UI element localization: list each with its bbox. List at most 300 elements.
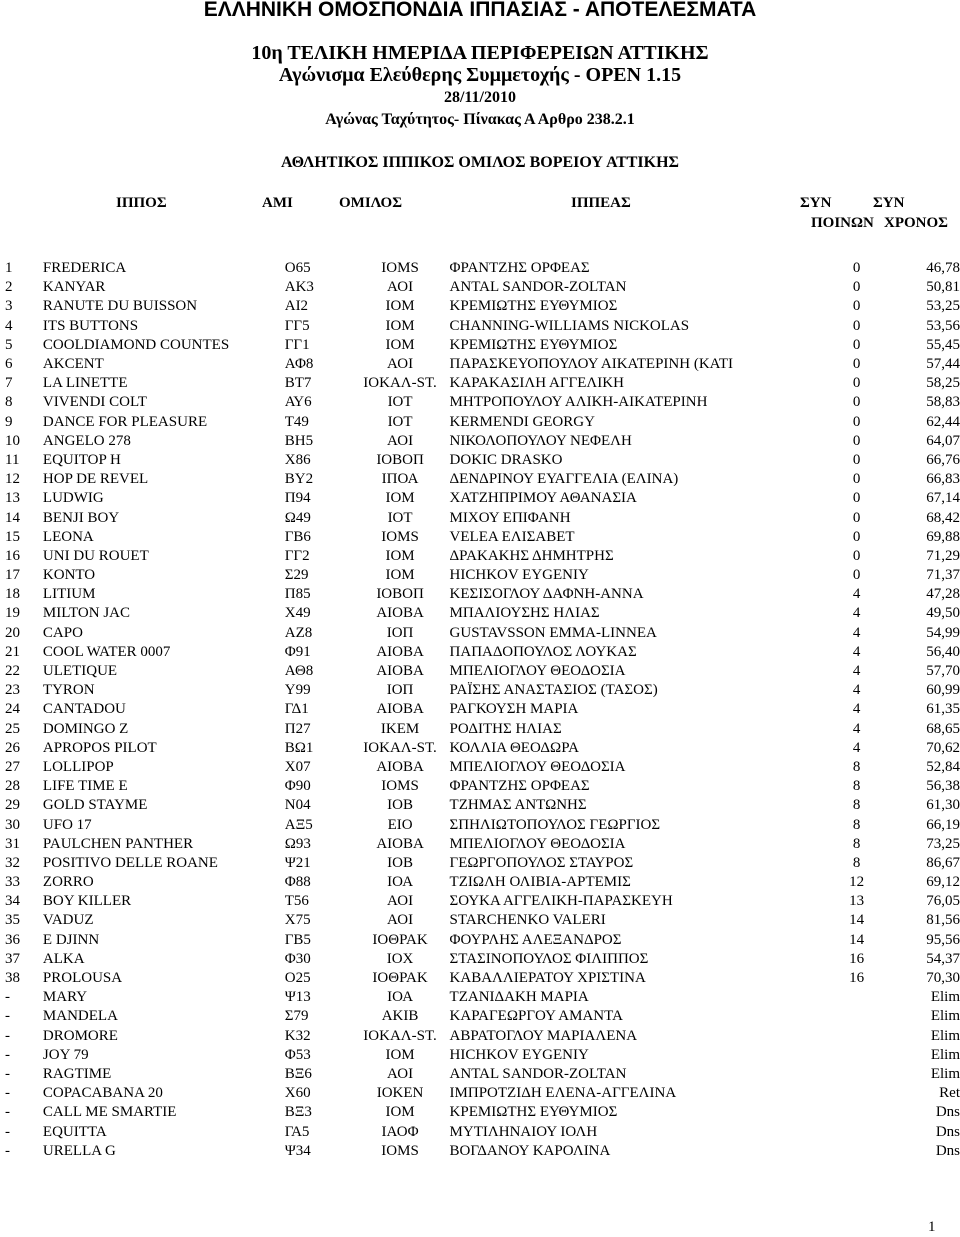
time-cell: 69,12 bbox=[926, 874, 960, 891]
horse-cell: LOLLIPOP bbox=[42, 758, 114, 775]
rank-cell: 1 bbox=[5, 260, 13, 277]
rider-cell: ΦΡΑΝΤΖΗΣ ΟΡΦΕΑΣ bbox=[449, 778, 590, 795]
horse-cell: VIVENDI COLT bbox=[42, 394, 147, 411]
column-header-penalties-line2: ΠΟΙΝΩΝ bbox=[811, 215, 874, 231]
ami-cell: Κ32 bbox=[284, 1027, 311, 1044]
penalties-cell: 0 bbox=[852, 394, 861, 411]
club-cell: ΙΟΜ bbox=[385, 490, 415, 507]
rank-cell: 32 bbox=[5, 854, 20, 871]
rank-cell: - bbox=[5, 1008, 10, 1025]
table-row bbox=[0, 1084, 960, 1103]
penalties-cell: 8 bbox=[852, 778, 861, 795]
time-cell: 95,56 bbox=[926, 931, 960, 948]
table-row bbox=[0, 815, 960, 834]
horse-cell: JOY 79 bbox=[42, 1046, 89, 1063]
penalties-cell bbox=[815, 1065, 898, 1084]
rank-cell: 20 bbox=[5, 624, 20, 641]
rider-cell: ΜΠΕΛΙΟΓΛΟΥ ΘΕΟΔΟΣΙΑ bbox=[449, 758, 626, 775]
ami-cell: ΑΖ8 bbox=[284, 624, 313, 641]
horse-cell: LUDWIG bbox=[42, 490, 104, 507]
penalties-cell: 12 bbox=[849, 874, 865, 891]
horse-cell: DROMORE bbox=[42, 1027, 118, 1044]
rider-cell: ΣΠΗΛΙΩΤΟΠΟΥΛΟΣ ΓΕΩΡΓΙΟΣ bbox=[449, 816, 661, 833]
club-cell: ΙΟΜ bbox=[385, 336, 415, 353]
table-row bbox=[0, 547, 960, 566]
rank-cell: - bbox=[5, 1065, 10, 1082]
ami-cell: ΒΩ1 bbox=[284, 739, 314, 756]
time-cell: 66,19 bbox=[926, 816, 960, 833]
time-cell: Dns bbox=[935, 1123, 960, 1140]
rider-cell: ΦΟΥΡΛΗΣ ΑΛΕΞΑΝΔΡΟΣ bbox=[449, 931, 622, 948]
ami-cell: ΓΓ1 bbox=[284, 336, 310, 353]
rider-cell: HICHKOV EYGENIY bbox=[449, 567, 589, 584]
club-cell: ΙΟΜS bbox=[381, 528, 419, 545]
ami-cell: ΑΦ8 bbox=[284, 356, 314, 373]
penalties-cell: 8 bbox=[852, 854, 861, 871]
rank-cell: 29 bbox=[5, 797, 20, 814]
rank-cell: 24 bbox=[5, 701, 20, 718]
time-cell: Ret bbox=[939, 1085, 960, 1102]
time-cell: Elim bbox=[930, 1065, 960, 1082]
time-cell: 70,30 bbox=[926, 970, 960, 987]
penalties-cell: 0 bbox=[852, 547, 861, 564]
ami-cell: Φ88 bbox=[284, 874, 311, 891]
event-title: 10η ΤΕΛΙΚΗ ΗΜΕΡΙΔΑ ΠΕΡΙΦΕΡΕΙΩΝ ΑΤΤΙΚΗΣ bbox=[251, 42, 709, 64]
ami-cell: ΑΚ3 bbox=[284, 279, 314, 296]
rider-cell: ΔΡΑΚΑΚΗΣ ΔΗΜΗΤΡΗΣ bbox=[449, 547, 614, 564]
time-cell: Elim bbox=[930, 1027, 960, 1044]
club-cell: ΙΟΜS bbox=[381, 778, 419, 795]
penalties-cell: 0 bbox=[852, 413, 861, 430]
rider-cell: ΒΟΓΔΑΝΟΥ ΚΑΡΟΛΙΝΑ bbox=[449, 1142, 611, 1159]
horse-cell: AKCENT bbox=[42, 356, 104, 373]
rank-cell: 15 bbox=[5, 528, 20, 545]
table-row bbox=[0, 413, 960, 432]
horse-cell: MARY bbox=[42, 989, 88, 1006]
table-row bbox=[0, 297, 960, 316]
ami-cell: Ψ13 bbox=[284, 989, 311, 1006]
club-cell: ΙΟΠ bbox=[386, 624, 414, 641]
table-row bbox=[0, 873, 960, 892]
horse-cell: URELLA G bbox=[42, 1142, 116, 1159]
rider-cell: ANTAL SANDOR-ZOLTAN bbox=[449, 1065, 627, 1082]
rider-cell: ΜΥΤΙΛΗΝΑΙΟΥ ΙΟΛΗ bbox=[449, 1123, 598, 1140]
ami-cell: ΑΥ6 bbox=[284, 394, 312, 411]
club-cell: ΕΙΟ bbox=[387, 816, 413, 833]
horse-cell: COPACABANA 20 bbox=[42, 1085, 163, 1102]
club-cell: ΑΙΟΒΑ bbox=[376, 758, 424, 775]
penalties-cell: 4 bbox=[852, 643, 861, 660]
rider-cell: CHANNING-WILLIAMS NICKOLAS bbox=[449, 317, 690, 334]
horse-cell: MANDELA bbox=[42, 1008, 118, 1025]
results-table bbox=[0, 259, 960, 1161]
time-cell: 61,30 bbox=[926, 797, 960, 814]
time-cell: 62,44 bbox=[926, 413, 960, 430]
rider-cell: ΡΑΪΣΗΣ ΑΝΑΣΤΑΣΙΟΣ (ΤΑΣΟΣ) bbox=[449, 682, 658, 699]
rider-cell: VELEA ΕΛΙΣΑΒΕΤ bbox=[449, 528, 575, 545]
time-cell: 56,38 bbox=[926, 778, 960, 795]
table-row bbox=[0, 1007, 960, 1026]
rider-cell: ΜΙΧΟΥ ΕΠΙΦΑΝΗ bbox=[449, 509, 571, 526]
penalties-cell: 14 bbox=[849, 912, 865, 929]
rider-cell: ΤΖΙΩΛΗ ΟΛΙΒΙΑ-ΑΡΤΕΜΙΣ bbox=[449, 874, 631, 891]
time-cell: 81,56 bbox=[926, 912, 960, 929]
penalties-cell: 0 bbox=[852, 509, 861, 526]
ami-cell: ΓΔ1 bbox=[284, 701, 309, 718]
rank-cell: - bbox=[5, 989, 10, 1006]
penalties-cell: 0 bbox=[852, 336, 861, 353]
penalties-cell: 0 bbox=[852, 432, 861, 449]
table-row bbox=[0, 1122, 960, 1141]
ami-cell: Χ49 bbox=[284, 605, 311, 622]
penalties-cell: 0 bbox=[852, 528, 861, 545]
penalties-cell: 0 bbox=[852, 260, 861, 277]
time-cell: 52,84 bbox=[926, 758, 960, 775]
table-row bbox=[0, 835, 960, 854]
table-row bbox=[0, 470, 960, 489]
rank-cell: 4 bbox=[5, 317, 13, 334]
rank-cell: 34 bbox=[5, 893, 20, 910]
horse-cell: KONTO bbox=[42, 567, 96, 584]
ami-cell: Χ07 bbox=[284, 758, 311, 775]
ami-cell: Τ56 bbox=[284, 893, 309, 910]
rider-cell: ΝΙΚΟΛΟΠΟΥΛΟΥ ΝΕΦΕΛΗ bbox=[449, 432, 632, 449]
rider-cell: ΤΖΑΝΙΔΑΚΗ ΜΑΡΙΑ bbox=[449, 989, 589, 1006]
penalties-cell: 4 bbox=[852, 701, 861, 718]
ami-cell: ΓΒ6 bbox=[284, 528, 311, 545]
table-row bbox=[0, 1046, 960, 1065]
ami-cell: ΑΘ8 bbox=[284, 663, 314, 680]
rank-cell: 26 bbox=[5, 739, 20, 756]
rank-cell: - bbox=[5, 1104, 10, 1121]
horse-cell: EQUITOP H bbox=[42, 451, 121, 468]
table-row bbox=[0, 489, 960, 508]
time-cell: 61,35 bbox=[926, 701, 960, 718]
table-row bbox=[0, 278, 960, 297]
club-cell: ΙΟΚΕΝ bbox=[376, 1085, 424, 1102]
table-row bbox=[0, 720, 960, 739]
club-cell: ΑΚΙΒ bbox=[381, 1008, 419, 1025]
time-cell: 71,29 bbox=[926, 547, 960, 564]
time-cell: 50,81 bbox=[926, 279, 960, 296]
horse-cell: DOMINGO Z bbox=[42, 720, 129, 737]
column-header-horse: ΙΠΠΟΣ bbox=[116, 195, 167, 211]
rider-cell: ΣΟΥΚΑ ΑΓΓΕΛΙΚΗ-ΠΑΡΑΣΚΕΥΗ bbox=[449, 893, 673, 910]
penalties-cell bbox=[815, 988, 898, 1007]
table-row bbox=[0, 1142, 960, 1161]
horse-cell: UFO 17 bbox=[42, 816, 92, 833]
ami-cell: Υ99 bbox=[284, 682, 311, 699]
ami-cell: Σ29 bbox=[284, 567, 309, 584]
time-cell: 60,99 bbox=[926, 682, 960, 699]
rider-cell: ΡΑΓΚΟΥΣΗ ΜΑΡΙΑ bbox=[449, 701, 579, 718]
ami-cell: ΒΗ5 bbox=[284, 432, 314, 449]
table-row bbox=[0, 374, 960, 393]
rank-cell: 21 bbox=[5, 643, 20, 660]
rank-cell: 3 bbox=[5, 298, 13, 315]
penalties-cell: 4 bbox=[852, 586, 861, 603]
ami-cell: Ψ21 bbox=[284, 854, 311, 871]
ami-cell: ΑΙ2 bbox=[284, 298, 309, 315]
ami-cell: ΓΑ5 bbox=[284, 1123, 310, 1140]
penalties-cell bbox=[815, 1027, 898, 1046]
rank-cell: 14 bbox=[5, 509, 20, 526]
rank-cell: - bbox=[5, 1085, 10, 1102]
club-cell: ΑΙΟΒΑ bbox=[376, 701, 424, 718]
horse-cell: VADUZ bbox=[42, 912, 94, 929]
competition-title: Αγώνισμα Ελεύθερης Συμμετοχής - OPEN 1.15 bbox=[278, 64, 682, 86]
horse-cell: ULETIQUE bbox=[42, 663, 118, 680]
rank-cell: 16 bbox=[5, 547, 20, 564]
table-row bbox=[0, 758, 960, 777]
rank-cell: 27 bbox=[5, 758, 20, 775]
club-cell: ΑΟΙ bbox=[387, 912, 414, 929]
club-cell: ΙΟΜ bbox=[385, 547, 415, 564]
horse-cell: APROPOS PILOT bbox=[42, 739, 157, 756]
rider-cell: ΜΠΑΛΙΟΥΣΗΣ ΗΛΙΑΣ bbox=[449, 605, 600, 622]
column-header-club: ΟΜΙΛΟΣ bbox=[339, 195, 403, 211]
time-cell: 57,44 bbox=[926, 356, 960, 373]
rider-cell: ΚΡΕΜΙΩΤΗΣ ΕΥΘΥΜΙΟΣ bbox=[449, 298, 618, 315]
rider-cell: ΚΡΕΜΙΩΤΗΣ ΕΥΘΥΜΙΟΣ bbox=[449, 1104, 618, 1121]
rank-cell: 13 bbox=[5, 490, 20, 507]
penalties-cell bbox=[815, 1084, 898, 1103]
document-title: ΕΛΛΗΝΙΚΗ ΟΜΟΣΠΟΝΔΙΑ ΙΠΠΑΣΙΑΣ - ΑΠΟΤΕΛΕΣΜΑΤΑ bbox=[203, 0, 757, 21]
table-row bbox=[0, 393, 960, 412]
time-cell: 76,05 bbox=[926, 893, 960, 910]
ami-cell: Π85 bbox=[284, 586, 311, 603]
club-cell: ΙΟΤ bbox=[387, 394, 413, 411]
table-row bbox=[0, 892, 960, 911]
horse-cell: TYRON bbox=[42, 682, 95, 699]
rider-cell: ΡΟΔΙΤΗΣ ΗΛΙΑΣ bbox=[449, 720, 562, 737]
time-cell: 66,83 bbox=[926, 471, 960, 488]
club-cell: ΙΟΚΑΛ-ST. bbox=[363, 1027, 437, 1044]
club-cell: ΙΟΑ bbox=[387, 874, 414, 891]
horse-cell: HOP DE REVEL bbox=[42, 471, 149, 488]
horse-cell: LEONA bbox=[42, 528, 94, 545]
table-row bbox=[0, 451, 960, 470]
ami-cell: ΒΞ6 bbox=[284, 1065, 312, 1082]
rider-cell: ΧΑΤΖΗΠΡΙΜΟΥ ΑΘΑΝΑΣΙΑ bbox=[449, 490, 637, 507]
column-header-rider: ΙΠΠΕΑΣ bbox=[571, 195, 631, 211]
results-table-body bbox=[0, 259, 960, 1161]
table-row bbox=[0, 566, 960, 585]
ami-cell: ΓΓ5 bbox=[284, 317, 310, 334]
time-cell: 64,07 bbox=[926, 432, 960, 449]
horse-cell: ZORRO bbox=[42, 874, 94, 891]
club-cell: ΙΟΜ bbox=[385, 298, 415, 315]
penalties-cell: 4 bbox=[852, 739, 861, 756]
penalties-cell: 4 bbox=[852, 682, 861, 699]
rider-cell: ΚΟΛΛΙΑ ΘΕΟΔΩΡΑ bbox=[449, 739, 580, 756]
table-row bbox=[0, 508, 960, 527]
horse-cell: BENJI BOY bbox=[42, 509, 120, 526]
rider-cell: ΚΑΒΑΛΛΙΕΡΑΤΟΥ ΧΡΙΣΤΙΝΑ bbox=[449, 970, 646, 987]
rider-cell: ΚΑΡΑΚΑΣΙΛΗ ΑΓΓΕΛΙΚΗ bbox=[449, 375, 624, 392]
penalties-cell bbox=[815, 1122, 898, 1141]
penalties-cell bbox=[815, 1007, 898, 1026]
rider-cell: ΜΗΤΡΟΠΟΥΛΟΥ ΑΛΙΚΗ-ΑΙΚΑΤΕΡΙΝΗ bbox=[449, 394, 708, 411]
rank-cell: 37 bbox=[5, 950, 20, 967]
time-cell: Dns bbox=[935, 1104, 960, 1121]
time-cell: 69,88 bbox=[926, 528, 960, 545]
horse-cell: CAPO bbox=[42, 624, 83, 641]
club-cell: ΙΚΕΜ bbox=[380, 720, 420, 737]
club-cell: ΙΟΘΡΑΚ bbox=[372, 931, 428, 948]
horse-cell: RAGTIME bbox=[42, 1065, 112, 1082]
table-row bbox=[0, 643, 960, 662]
penalties-cell: 0 bbox=[852, 451, 861, 468]
table-row bbox=[0, 739, 960, 758]
rank-cell: 36 bbox=[5, 931, 20, 948]
horse-cell: LA LINETTE bbox=[42, 375, 128, 392]
table-row bbox=[0, 528, 960, 547]
club-cell: ΙΟΒΟΠ bbox=[376, 586, 424, 603]
ami-cell: Χ86 bbox=[284, 451, 311, 468]
horse-cell: FREDERICA bbox=[42, 260, 127, 277]
table-row bbox=[0, 317, 960, 336]
penalties-cell bbox=[815, 1046, 898, 1065]
ami-cell: ΒΞ3 bbox=[284, 1104, 312, 1121]
ami-cell: Π94 bbox=[284, 490, 311, 507]
time-cell: 57,70 bbox=[926, 663, 960, 680]
table-row bbox=[0, 1065, 960, 1084]
table-row bbox=[0, 1103, 960, 1122]
rank-cell: 17 bbox=[5, 567, 20, 584]
ami-cell: Σ79 bbox=[284, 1008, 309, 1025]
horse-cell: PAULCHEN PANTHER bbox=[42, 835, 194, 852]
rider-cell: ΔΕΝΔΡΙΝΟΥ ΕΥΑΓΓΕΛΙΑ (ΕΛΙΝΑ) bbox=[449, 471, 679, 488]
time-cell: 53,25 bbox=[926, 298, 960, 315]
club-cell: ΑΟΙ bbox=[387, 893, 414, 910]
club-cell: ΑΟΙ bbox=[387, 279, 414, 296]
penalties-cell: 4 bbox=[852, 663, 861, 680]
horse-cell: UNI DU ROUET bbox=[42, 547, 149, 564]
club-cell: ΑΙΟΒΑ bbox=[376, 835, 424, 852]
ami-cell: Ω93 bbox=[284, 835, 311, 852]
penalties-cell: 8 bbox=[852, 816, 861, 833]
horse-cell: GOLD STAYME bbox=[42, 797, 148, 814]
ami-cell: Χ60 bbox=[284, 1085, 311, 1102]
table-row bbox=[0, 700, 960, 719]
penalties-cell: 8 bbox=[852, 835, 861, 852]
table-row bbox=[0, 604, 960, 623]
penalties-cell: 0 bbox=[852, 317, 861, 334]
rank-cell: 25 bbox=[5, 720, 20, 737]
rank-cell: 2 bbox=[5, 279, 13, 296]
time-cell: 54,99 bbox=[926, 624, 960, 641]
club-cell: ΑΟΙ bbox=[387, 356, 414, 373]
table-row bbox=[0, 988, 960, 1007]
time-cell: 73,25 bbox=[926, 835, 960, 852]
column-header-time-line1: ΣΥΝ bbox=[873, 195, 905, 211]
ami-cell: Φ90 bbox=[284, 778, 311, 795]
table-row bbox=[0, 624, 960, 643]
rank-cell: 5 bbox=[5, 336, 13, 353]
ami-cell: ΒΥ2 bbox=[284, 471, 314, 488]
table-row bbox=[0, 931, 960, 950]
rank-cell: 22 bbox=[5, 663, 20, 680]
time-cell: 47,28 bbox=[926, 586, 960, 603]
horse-cell: ITS BUTTONS bbox=[42, 317, 139, 334]
club-cell: ΙΟΠ bbox=[386, 682, 414, 699]
penalties-cell: 8 bbox=[852, 758, 861, 775]
horse-cell: LIFE TIME E bbox=[42, 778, 128, 795]
rank-cell: 31 bbox=[5, 835, 20, 852]
club-cell: ΑΙΟΒΑ bbox=[376, 663, 424, 680]
time-cell: 71,37 bbox=[926, 567, 960, 584]
horse-cell: COOL WATER 0007 bbox=[42, 643, 171, 660]
time-cell: 46,78 bbox=[926, 260, 960, 277]
time-cell: 49,50 bbox=[926, 605, 960, 622]
organizing-club: ΑΘΛΗΤΙΚΟΣ ΙΠΠΙΚΟΣ ΟΜΙΛΟΣ ΒΟΡΕΙΟΥ ΑΤΤΙΚΗΣ bbox=[280, 154, 679, 171]
time-cell: 86,67 bbox=[926, 854, 960, 871]
club-cell: ΙΟΧ bbox=[386, 950, 414, 967]
penalties-cell: 0 bbox=[852, 490, 861, 507]
club-cell: ΙΟΜ bbox=[385, 317, 415, 334]
table-row bbox=[0, 969, 960, 988]
ami-cell: Ο65 bbox=[284, 260, 311, 277]
rider-cell: ΚΕΣΙΣΟΓΛΟΥ ΔΑΦΝΗ-ΑΝΝΑ bbox=[449, 586, 644, 603]
horse-cell: COOLDIAMOND COUNTES bbox=[42, 336, 230, 353]
horse-cell: EQUITTA bbox=[42, 1123, 107, 1140]
ami-cell: Φ53 bbox=[284, 1046, 311, 1063]
rank-cell: 28 bbox=[5, 778, 20, 795]
rider-cell: ΤΖΗΜΑΣ ΑΝΤΩΝΗΣ bbox=[449, 797, 587, 814]
ami-cell: ΑΞ5 bbox=[284, 816, 313, 833]
ami-cell: Ω49 bbox=[284, 509, 311, 526]
rider-cell: GUSTAVSSON EMMA-LINNEA bbox=[449, 624, 657, 641]
rider-cell: ΙΜΠΡΟΤΖΙΔΗ ΕΛΕΝΑ-ΑΓΓΕΛΙΝΑ bbox=[449, 1085, 677, 1102]
penalties-cell: 0 bbox=[852, 567, 861, 584]
penalties-cell: 0 bbox=[852, 375, 861, 392]
time-cell: 70,62 bbox=[926, 739, 960, 756]
penalties-cell: 0 bbox=[852, 471, 861, 488]
rank-cell: 35 bbox=[5, 912, 20, 929]
ami-cell: ΒΤ7 bbox=[284, 375, 312, 392]
rank-cell: 10 bbox=[5, 432, 20, 449]
time-cell: Elim bbox=[930, 1008, 960, 1025]
club-cell: ΑΟΙ bbox=[387, 1065, 414, 1082]
horse-cell: E DJINN bbox=[42, 931, 100, 948]
penalties-cell: 16 bbox=[849, 970, 865, 987]
rank-cell: 30 bbox=[5, 816, 20, 833]
club-cell: ΙΟΚΑΛ-ST. bbox=[363, 739, 437, 756]
penalties-cell: 8 bbox=[852, 797, 861, 814]
rank-cell: 9 bbox=[5, 413, 13, 430]
rider-cell: ΠΑΠΑΔΟΠΟΥΛΟΣ ΛΟΥΚΑΣ bbox=[449, 643, 637, 660]
time-cell: Dns bbox=[935, 1142, 960, 1159]
rank-cell: 12 bbox=[5, 471, 20, 488]
club-cell: ΙΟΜS bbox=[381, 260, 419, 277]
table-row bbox=[0, 355, 960, 374]
table-row bbox=[0, 681, 960, 700]
table-row bbox=[0, 777, 960, 796]
table-row bbox=[0, 911, 960, 930]
rank-cell: 6 bbox=[5, 356, 13, 373]
rank-cell: 23 bbox=[5, 682, 20, 699]
ami-cell: Ψ34 bbox=[284, 1142, 311, 1159]
horse-cell: LITIUM bbox=[42, 586, 96, 603]
table-row bbox=[0, 336, 960, 355]
club-cell: ΙΟΜ bbox=[385, 1104, 415, 1121]
table-row bbox=[0, 796, 960, 815]
penalties-cell: 13 bbox=[849, 893, 865, 910]
rider-cell: ΜΠΕΛΙΟΓΛΟΥ ΘΕΟΔΟΣΙΑ bbox=[449, 835, 626, 852]
horse-cell: KANYAR bbox=[42, 279, 106, 296]
club-cell: ΙΟΒ bbox=[387, 854, 413, 871]
